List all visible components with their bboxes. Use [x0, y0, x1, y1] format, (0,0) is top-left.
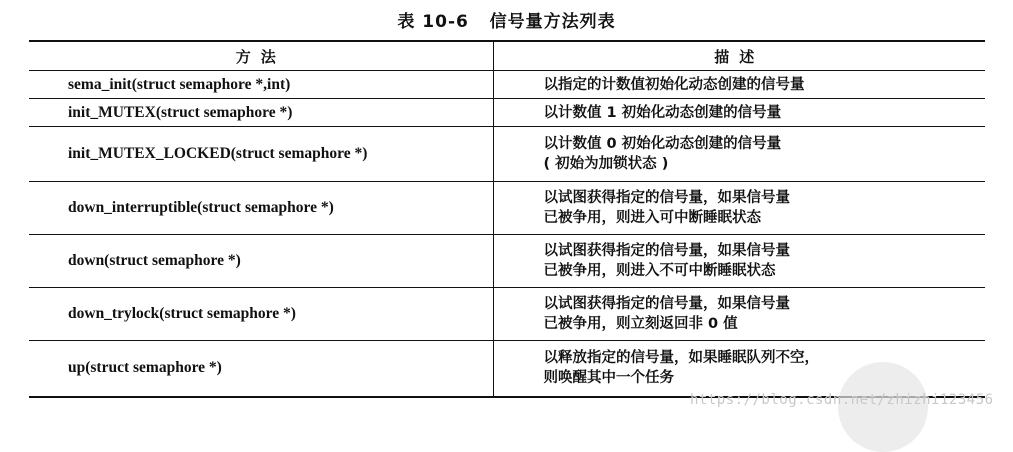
description-line: 已被争用，则立刻返回非 0 值 [543, 316, 738, 332]
method-cell: init_MUTEX_LOCKED(struct semaphore *) [29, 127, 493, 182]
semaphore-methods-table [29, 40, 985, 398]
description-line: 已被争用，则进入可中断睡眠状态 [543, 210, 761, 226]
description-line: 以试图获得指定的信号量，如果信号量 [543, 296, 790, 312]
table-row [29, 288, 985, 341]
description-line: 则唤醒其中一个任务 [543, 370, 674, 387]
method-cell: down_trylock(struct semaphore *) [29, 288, 493, 341]
description-line: ( 初始为加锁状态 ) [543, 156, 669, 172]
description-cell [493, 288, 985, 341]
description-line: 以试图获得指定的信号量，如果信号量 [543, 243, 790, 259]
table-row [29, 71, 985, 99]
table-caption: 表 10-6 信号量方法列表 [397, 12, 616, 32]
description-cell [493, 127, 985, 182]
description-cell [493, 182, 985, 235]
header-description: 描述 [493, 41, 985, 71]
table-row [29, 235, 985, 288]
table-row [29, 127, 985, 182]
table-row [29, 182, 985, 235]
method-cell: up(struct semaphore *) [29, 341, 493, 397]
description-line: 以释放指定的信号量，如果睡眠队列不空， [543, 350, 819, 367]
method-cell: sema_init(struct semaphore *,int) [29, 71, 493, 99]
description-line: 已被争用，则进入不可中断睡眠状态 [543, 263, 776, 279]
table-header-row [29, 41, 985, 71]
method-cell: down(struct semaphore *) [29, 235, 493, 288]
description-line: 以试图获得指定的信号量，如果信号量 [543, 190, 790, 206]
method-cell: down_interruptible(struct semaphore *) [29, 182, 493, 235]
description-cell [493, 71, 985, 99]
watermark-text: https://blog.csdn.net/zhizhi123456 [690, 392, 994, 408]
method-cell: init_MUTEX(struct semaphore *) [29, 99, 493, 127]
description-line: 以计数值 0 初始化动态创建的信号量 [543, 136, 782, 152]
table-row [29, 99, 985, 127]
header-method: 方法 [29, 41, 493, 71]
description-line: 以指定的计数值初始化动态创建的信号量 [543, 76, 805, 93]
description-cell [493, 99, 985, 127]
description-cell [493, 235, 985, 288]
description-line: 以计数值 1 初始化动态创建的信号量 [543, 104, 782, 121]
